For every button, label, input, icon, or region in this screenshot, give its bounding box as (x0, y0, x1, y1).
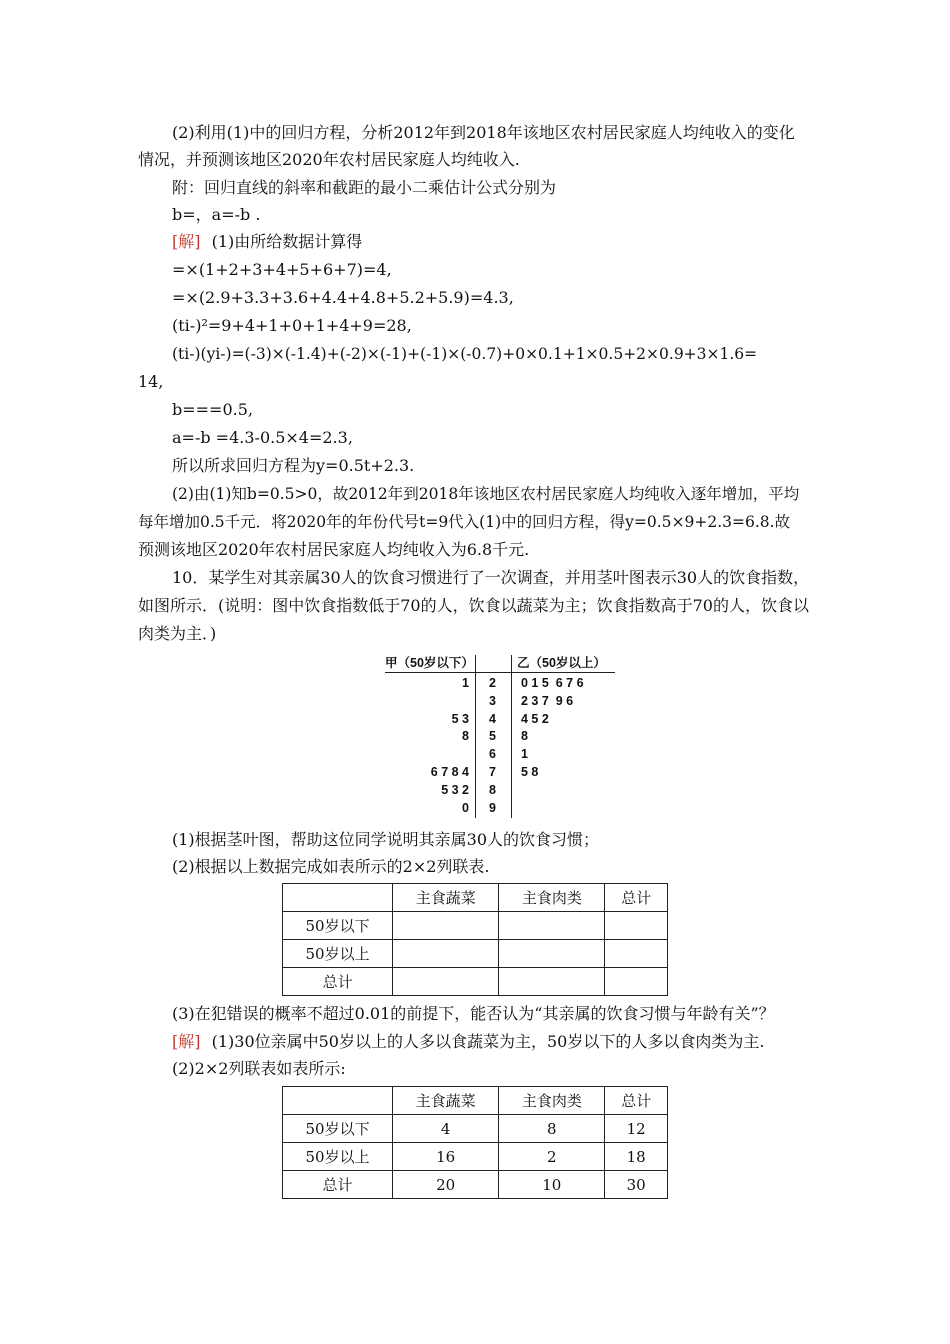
table-cell: 主食肉类 (499, 1087, 605, 1115)
text-line: (2)利用(1)中的回归方程，分析2012年到2018年该地区农村居民家庭人均纯收入的变化 (172, 123, 795, 142)
leaf-left: 5 3 2 (441, 782, 469, 797)
question-line: 肉类为主．) (138, 624, 217, 643)
table-cell: 50岁以下 (283, 1115, 393, 1143)
table-cell: 50岁以下 (283, 912, 393, 940)
table-cell: 总计 (605, 1087, 668, 1115)
leaf-left: 8 (462, 729, 469, 744)
solution-text: (1)30位亲属中50岁以上的人多以食蔬菜为主，50岁以下的人多以食肉类为主. (211, 1032, 765, 1051)
table-cell (605, 912, 668, 940)
leaf-left: 5 3 (451, 711, 469, 726)
leaf-left: 1 (462, 676, 469, 690)
table-cell (393, 912, 499, 940)
stem-divider-right (511, 655, 512, 818)
table-cell (499, 940, 605, 968)
stem-value: 5 (489, 729, 496, 744)
solution-tag: [解] (172, 1032, 201, 1051)
table-cell: 8 (499, 1115, 605, 1143)
leaf-right: 8 (521, 729, 528, 744)
table-cell: 主食蔬菜 (393, 884, 499, 912)
text-line: b=，a=-b . (172, 205, 261, 224)
contingency-table-blank (282, 883, 668, 996)
stem-value: 7 (489, 765, 496, 779)
table-cell (499, 968, 605, 996)
table-cell: 总计 (283, 1171, 393, 1199)
table-cell (605, 968, 668, 996)
stem-value: 3 (489, 693, 496, 708)
table-cell (499, 912, 605, 940)
contingency-table-filled (282, 1086, 668, 1199)
formula-line: (ti-)²=9+4+1+0+1+4+9=28, (172, 316, 412, 335)
stem-left-header: 甲（50岁以下） (385, 656, 474, 670)
question-line: (3)在犯错误的概率不超过0.01的前提下，能否认为“其亲属的饮食习惯与年龄有关”？ (172, 1004, 775, 1023)
formula-line: =×(1+2+3+4+5+6+7)=4, (172, 260, 392, 279)
leaf-right: 5 8 (521, 765, 539, 779)
table-row (283, 968, 668, 996)
solution-line (172, 1031, 764, 1053)
stem-value: 8 (489, 782, 496, 797)
solution-text: (1)由所给数据计算得 (211, 232, 363, 251)
table-cell (393, 940, 499, 968)
formula-line: 14, (138, 372, 164, 391)
header-divider (385, 672, 615, 673)
leaf-left: 6 7 8 4 (430, 765, 469, 779)
formula-line: a=-b =4.3-0.5×4=2.3, (172, 428, 353, 447)
leaf-left: 0 (462, 800, 469, 815)
table-cell: 总计 (605, 884, 668, 912)
text-line: 预测该地区2020年农村居民家庭人均纯收入为6.8千元. (138, 540, 530, 559)
text-line: 情况，并预测该地区2020年农村居民家庭人均纯收入. (138, 150, 520, 169)
table-cell (393, 968, 499, 996)
table-cell: 2 (499, 1143, 605, 1171)
text-line: 每年增加0.5千元．将2020年的年份代号t=9代入(1)中的回归方程，得y=0.5×9+2.3=6.8.故 (138, 513, 791, 531)
stem-value: 2 (489, 676, 496, 690)
table-cell: 12 (605, 1115, 668, 1143)
question-line: 如图所示．(说明：图中饮食指数低于70的人，饮食以蔬菜为主；饮食指数高于70的人，饮食以 (138, 596, 809, 615)
formula-line: b===0.5, (172, 400, 253, 419)
table-cell: 18 (605, 1143, 668, 1171)
table-cell: 20 (393, 1171, 499, 1199)
question-line: (2)根据以上数据完成如表所示的2×2列联表. (172, 857, 490, 876)
table-row (283, 1171, 668, 1199)
leaf-right: 4 5 2 (521, 711, 549, 726)
leaf-right: 1 (521, 747, 528, 762)
solution-tag: [解] (172, 232, 201, 251)
stem-divider-left (475, 655, 476, 818)
solution-line: (2)2×2列联表如表所示: (172, 1059, 346, 1078)
formula-line: =×(2.9+3.3+3.6+4.4+4.8+5.2+5.9)=4.3, (172, 288, 514, 307)
stem-value: 9 (489, 800, 496, 815)
table-header-row (283, 1087, 668, 1115)
table-cell: 10 (499, 1171, 605, 1199)
table-row (283, 1115, 668, 1143)
table-cell: 4 (393, 1115, 499, 1143)
leaf-right: 2 3 7 9 6 (521, 693, 574, 708)
table-cell (605, 940, 668, 968)
table-cell: 50岁以上 (283, 1143, 393, 1171)
formula-line: (ti-)(yi-)=(-3)×(-1.4)+(-2)×(-1)+(-1)×(-0.7)+0×0.1+1×0.5+2×0.9+3×1.6= (172, 345, 758, 363)
text-line: 附：回归直线的斜率和截距的最小二乘估计公式分别为 (172, 178, 557, 197)
table-cell: 总计 (283, 968, 393, 996)
question-line: 10．某学生对其亲属30人的饮食习惯进行了一次调查，并用茎叶图表示30人的饮食指数， (172, 568, 810, 587)
stem-right-header: 乙（50岁以上） (517, 656, 606, 670)
formula-line: 所以所求回归方程为y=0.5t+2.3. (172, 456, 415, 475)
table-row (283, 940, 668, 968)
leaf-right: 0 1 5 6 7 6 (521, 676, 584, 690)
table-cell: 主食肉类 (499, 884, 605, 912)
table-cell (283, 1087, 393, 1115)
table-row (283, 912, 668, 940)
table-cell: 50岁以上 (283, 940, 393, 968)
table-cell (283, 884, 393, 912)
question-line: (1)根据茎叶图，帮助这位同学说明其亲属30人的饮食习惯； (172, 830, 600, 849)
text-line: (2)由(1)知b=0.5>0，故2012年到2018年该地区农村居民家庭人均纯收入逐年增加，平均 (172, 485, 800, 503)
stem-value: 6 (489, 747, 496, 762)
stem-value: 4 (489, 711, 496, 726)
table-cell: 16 (393, 1143, 499, 1171)
table-header-row (283, 884, 668, 912)
stem-leaf-plot (385, 655, 615, 820)
solution-line (172, 231, 362, 253)
table-cell: 主食蔬菜 (393, 1087, 499, 1115)
table-cell: 30 (605, 1171, 668, 1199)
table-row (283, 1143, 668, 1171)
